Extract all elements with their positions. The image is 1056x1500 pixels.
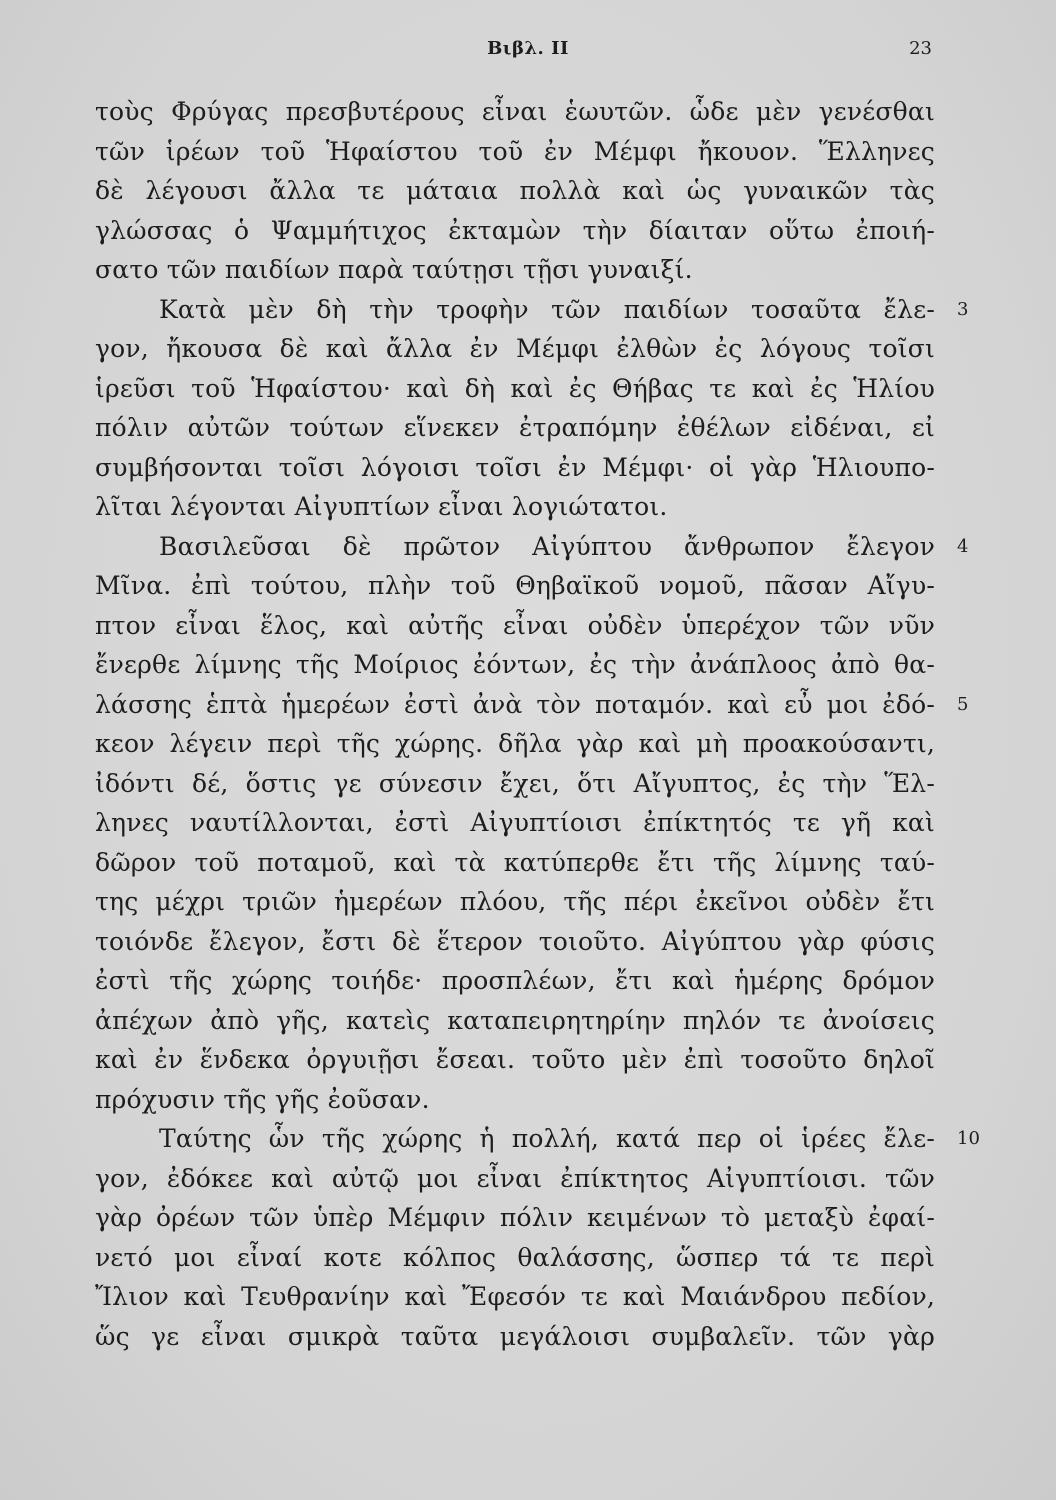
text-line: τοὺς Φρύγας πρεσβυτέρους εἶναι ἑωυτῶν. ὧδε μὲν γενέσθαι [95,97,935,126]
section-number: 10 [957,1128,980,1149]
text-line: ἔνερθε λίμνης τῆς Μοίριος ἐόντων, ἐς τὴν ἀνάπλοος ἀπὸ θα- [95,650,935,679]
body-text [95,92,980,1356]
text-line: ὥς γε εἶναι σμικρὰ ταῦτα μεγάλοισι συμβαλεῖν. τῶν γὰρ [95,1321,935,1351]
text-line: δῶρον τοῦ ποταμοῦ, καὶ τὰ κατύπερθε ἔτι τῆς λίμνης ταύ- [95,847,935,877]
text-line: ἐστὶ τῆς χώρης τοιήδε· προσπλέων, ἔτι καὶ ἡμέρης δρόμον [95,966,935,995]
text-line: λάσσης ἑπτὰ ἡμερέων ἐστὶ ἀνὰ τὸν ποταμόν. καὶ εὖ μοι ἐδό- [95,689,935,719]
text-line: δὲ λέγουσι ἄλλα τε μάταια πολλὰ καὶ ὡς γυναικῶν τὰς [95,176,935,205]
text-line: τοιόνδε ἔλεγον, ἔστι δὲ ἕτερον τοιοῦτο. Αἰγύπτου γὰρ φύσις [95,926,935,956]
text-line: γον, ἤκουσα δὲ καὶ ἄλλα ἐν Μέμφι ἐλθὼν ἐς λόγους τοῖσι [95,334,935,363]
section-number: 3 [957,298,969,320]
text-line: συμβήσονται τοῖσι λόγοισι τοῖσι ἐν Μέμφι· οἱ γὰρ Ἡλιουπο- [95,452,935,482]
text-line: Ἴλιον καὶ Τευθρανίην καὶ Ἔφεσόν τε καὶ Μαιάνδρου πεδίον, [95,1282,935,1311]
text-line: πρόχυσιν τῆς γῆς ἐοῦσαν. [95,1084,430,1114]
text-line: κεον λέγειν περὶ τῆς χώρης. δῆλα γὰρ καὶ μὴ προακούσαντι, [95,729,935,758]
text-line: της μέχρι τριῶν ἡμερέων πλόου, τῆς πέρι ἐκεῖνοι οὐδὲν ἔτι [95,887,935,916]
text-line: λῖται λέγονται Αἰγυπτίων εἶναι λογιώτατοι. [95,492,668,521]
text-line: ἱρεῦσι τοῦ Ἡφαίστου· καὶ δὴ καὶ ἐς Θήβας τε καὶ ἐς Ἡλίου [95,373,935,403]
text-line: γὰρ ὀρέων τῶν ὑπὲρ Μέμφιν πόλιν κειμένων τὸ μεταξὺ ἐφαί- [95,1203,935,1232]
text-line: καὶ ἐν ἕνδεκα ὀργυιῇσι ἔσεαι. τοῦτο μὲν ἐπὶ τοσοῦτο δηλοῖ [95,1045,935,1074]
text-line: τῶν ἱρέων τοῦ Ἡφαίστου τοῦ ἐν Μέμφι ἤκουον. Ἕλληνες [95,136,935,166]
text-line: γον, ἐδόκεε καὶ αὐτῷ μοι εἶναι ἐπίκτητος Αἰγυπτίοισι. τῶν [95,1163,935,1193]
text-line: ἀπέχων ἀπὸ γῆς, κατεὶς καταπειρητηρίην πηλόν τε ἀνοίσεις [95,1005,935,1035]
text-line: σατο τῶν παιδίων παρὰ ταύτῃσι τῇσι γυναιξί. [95,255,693,284]
text-line: πτον εἶναι ἕλος, καὶ αὐτῆς εἶναι οὐδὲν ὑπερέχον τῶν νῦν [95,610,935,640]
text-line: Κατὰ μὲν δὴ τὴν τροφὴν τῶν παιδίων τοσαῦτα ἔλε- [159,294,935,324]
section-number: 5 [957,693,969,715]
text-line: Βασιλεῦσαι δὲ πρῶτον Αἰγύπτου ἄνθρωπον ἔλεγον [159,531,935,561]
text-line: πόλιν αὐτῶν τούτων εἵνεκεν ἐτραπόμην ἐθέλων εἰδέναι, εἰ [95,413,935,442]
text-line: ληνες ναυτίλλονται, ἐστὶ Αἰγυπτίοισι ἐπίκτητός τε γῆ καὶ [95,808,935,837]
page-number: 23 [909,38,932,59]
text-line: νετό μοι εἶναί κοτε κόλπος θαλάσσης, ὥσπερ τά τε περὶ [95,1242,935,1272]
running-title: Βιβλ. II [487,38,569,59]
text-line: γλώσσας ὁ Ψαμμήτιχος ἐκταμὼν τὴν δίαιταν οὕτω ἐποιή- [95,215,935,245]
section-number: 4 [957,535,969,557]
page-header [0,38,1056,68]
text-line: ἰδόντι δέ, ὅστις γε σύνεσιν ἔχει, ὅτι Αἴγυπτος, ἐς τὴν Ἕλ- [95,768,935,798]
text-line: Ταύτης ὧν τῆς χώρης ἡ πολλή, κατά περ οἱ ἱρέες ἔλε- [159,1124,935,1153]
text-line: Μῖνα. ἐπὶ τούτου, πλὴν τοῦ Θηβαϊκοῦ νομοῦ, πᾶσαν Αἴγυ- [95,571,935,600]
